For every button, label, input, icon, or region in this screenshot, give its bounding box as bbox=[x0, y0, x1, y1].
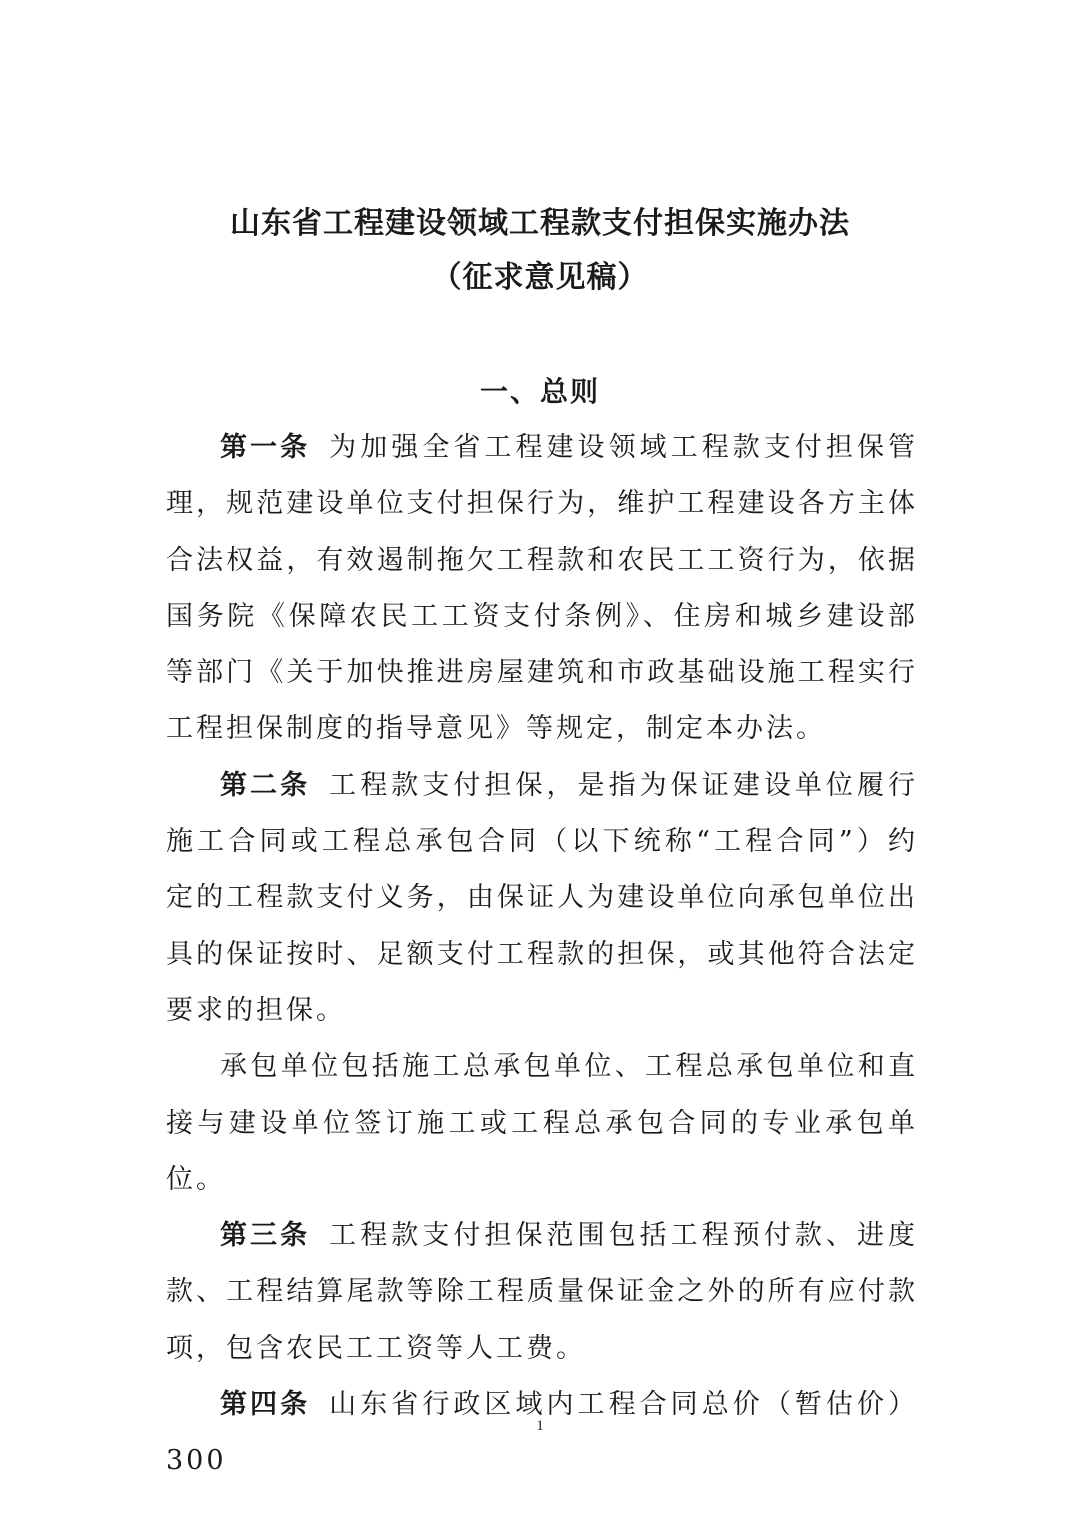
article-text: 承包单位包括施工总承包单位、工程总承包单位和直接与建设单位签订施工或工程总承包合同的专业承包单位。 bbox=[166, 1051, 918, 1195]
article-text: 工程款支付担保，是指为保证建设单位履行施工合同或工程总承包合同（以下统称“工程合同”）约定的工程款支付义务，由保证人为建设单位向承包单位出具的保证按时、足额支付工程款的担保，或其他符合法定要求的担保。 bbox=[166, 769, 919, 1026]
article-label: 第三条 bbox=[220, 1220, 311, 1252]
article-2-continued-paragraph bbox=[166, 1039, 918, 1208]
article-text: 为加强全省工程建设领域工程款支付担保管理，规范建设单位支付担保行为，维护工程建设各方主体合法权益，有效遏制拖欠工程款和农民工工资行为，依据国务院《保障农民工工资支付条例》、住房和城乡建设部等部门《关于加快推进房屋建筑和市政基础设施工程实行工程担保制度的指导意见》等规定，制定本办法。 bbox=[166, 432, 919, 745]
article-label: 第四条 bbox=[220, 1389, 311, 1421]
document-subtitle: （征求意见稿） bbox=[431, 260, 649, 295]
article-text: 工程款支付担保范围包括工程预付款、进度款、工程结算尾款等除工程质量保证金之外的所有应付款项，包含农民工工资等人工费。 bbox=[166, 1220, 919, 1364]
page-number: 1 bbox=[536, 1418, 544, 1434]
article-1-paragraph bbox=[166, 420, 918, 758]
document-title: 山东省工程建设领域工程款支付担保实施办法 bbox=[230, 206, 850, 241]
article-label: 第二条 bbox=[220, 769, 311, 801]
article-2-paragraph bbox=[166, 758, 918, 1039]
article-text: 山东省行政区域内工程合同总价（暂估价）300 bbox=[166, 1389, 919, 1477]
document-body bbox=[166, 420, 918, 1490]
article-label: 第一条 bbox=[220, 432, 311, 463]
section-heading: 一、总则 bbox=[479, 375, 600, 408]
article-3-paragraph bbox=[166, 1208, 918, 1377]
